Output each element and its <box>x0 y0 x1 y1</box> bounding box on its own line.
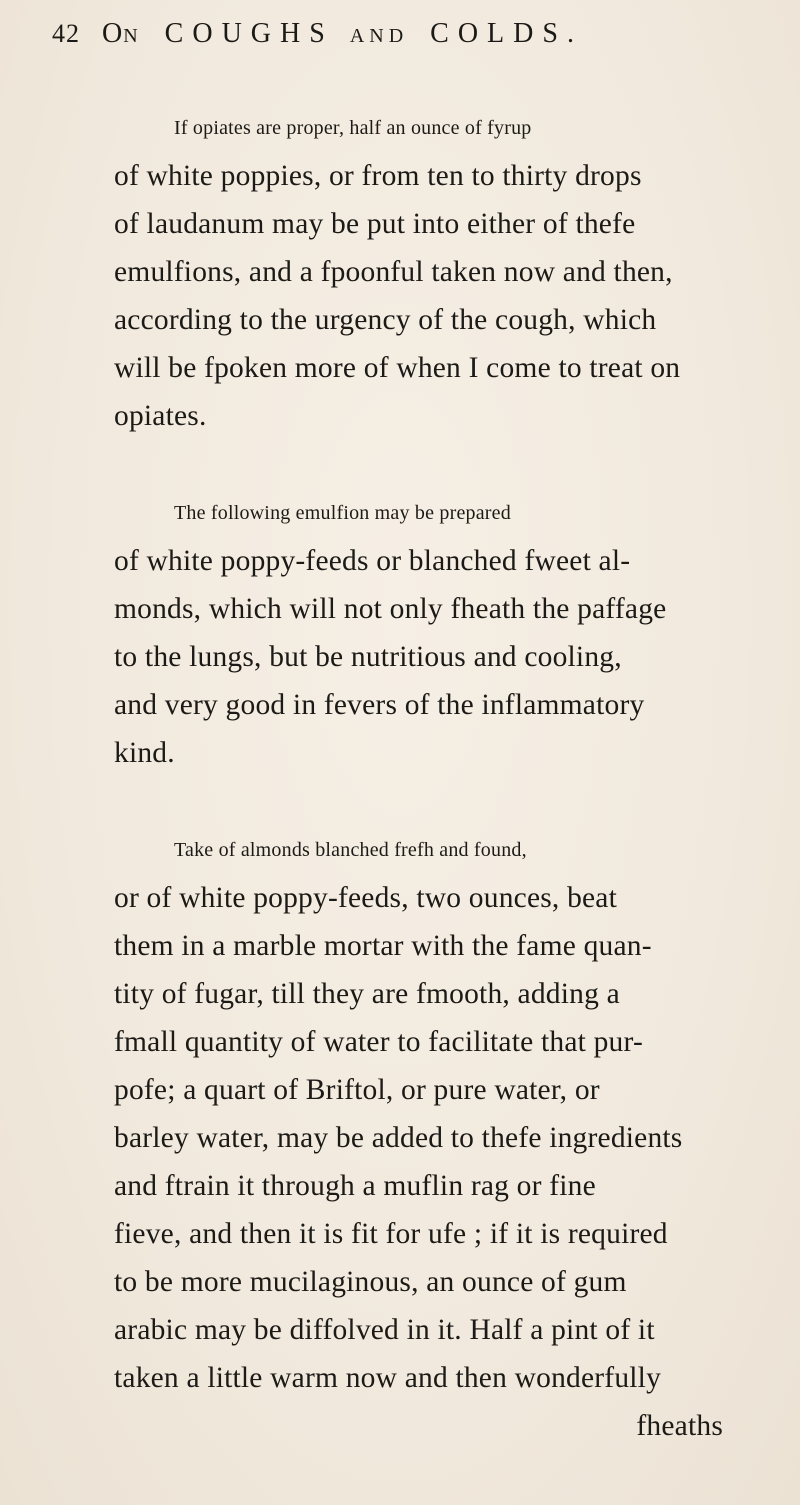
paragraph-3-line-7: barley water, may be added to thefe ingredients <box>114 1122 683 1154</box>
running-head-colds: COLDS. <box>430 18 583 49</box>
paragraph-1-line-2: of white poppies, or from ten to thirty drops <box>114 160 642 192</box>
running-head-and: AND <box>349 25 409 47</box>
paragraph-3-line-9: fieve, and then it is fit for ufe ; if it is required <box>114 1218 668 1250</box>
paragraph-3-line-8: and ftrain it through a muflin rag or fine <box>114 1170 596 1202</box>
running-head-on: On <box>102 18 139 49</box>
paragraph-1-line-4: emulfions, and a fpoonful taken now and then, <box>114 256 673 288</box>
paragraph-1-line-5: according to the urgency of the cough, which <box>114 304 657 336</box>
paragraph-3-line-6: pofe; a quart of Briftol, or pure water, or <box>114 1074 600 1106</box>
running-head-coughs: COUGHS <box>164 18 334 49</box>
paragraph-1-line-7: opiates. <box>114 400 207 432</box>
paragraph-3-line-1: Take of almonds blanched frefh and found, <box>174 839 527 861</box>
paragraph-2-line-4: to the lungs, but be nutritious and cooling, <box>114 641 622 673</box>
page-number: 42 <box>52 19 80 48</box>
paragraph-2-line-5: and very good in fevers of the inflammatory <box>114 689 645 721</box>
paragraph-3-line-12: taken a little warm now and then wonderfully <box>114 1362 662 1394</box>
paragraph-1-line-3: of laudanum may be put into either of thefe <box>114 208 636 240</box>
paragraph-3-line-2: or of white poppy-feeds, two ounces, beat <box>114 882 618 914</box>
paragraph-2-line-3: monds, which will not only fheath the paffage <box>114 593 667 625</box>
paragraph-3-line-11: arabic may be diffolved in it. Half a pint of it <box>114 1314 655 1346</box>
paragraph-2-line-6: kind. <box>114 737 175 769</box>
running-head <box>52 18 752 68</box>
paragraph-3-line-10: to be more mucilaginous, an ounce of gum <box>114 1266 627 1298</box>
paragraph-3-line-5: fmall quantity of water to facilitate that pur- <box>114 1026 643 1058</box>
paragraph-3-line-3: them in a marble mortar with the fame quan- <box>114 930 652 962</box>
paragraph-1-line-1: If opiates are proper, half an ounce of fyrup <box>174 117 532 139</box>
paragraph-2-line-2: of white poppy-feeds or blanched fweet al- <box>114 545 631 577</box>
paragraph-1-line-6: will be fpoken more of when I come to treat on <box>114 352 681 384</box>
paragraph-3-line-4: tity of fugar, till they are fmooth, adding a <box>114 978 620 1010</box>
catchword: fheaths <box>636 1410 723 1442</box>
paragraph-2-line-1: The following emulfion may be prepared <box>174 502 511 524</box>
